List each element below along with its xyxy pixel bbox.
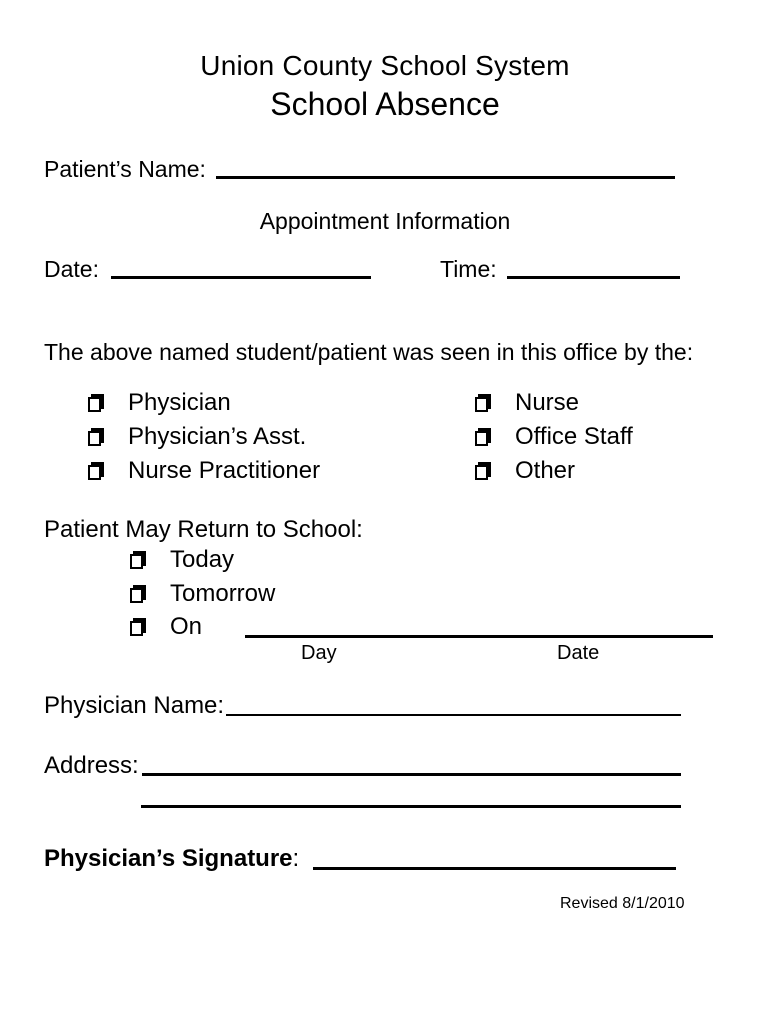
option-other — [475, 457, 575, 485]
option-label: Other — [515, 457, 576, 484]
option-label: Office Staff — [515, 423, 633, 450]
date-row — [44, 256, 371, 284]
signature-row — [44, 845, 676, 874]
revised-note: Revised 8/1/2010 — [560, 895, 685, 912]
physician-name-row — [44, 692, 681, 721]
time-label: Time: — [440, 256, 497, 282]
date-label: Date: — [44, 256, 99, 282]
checkbox-physician[interactable] — [88, 397, 101, 412]
on-day-date-line[interactable] — [245, 635, 713, 638]
return-to-school-heading: Patient May Return to School: — [44, 516, 363, 543]
patient-name-row — [44, 156, 675, 184]
option-label: Physician’s Asst. — [128, 423, 307, 450]
option-on — [130, 613, 713, 641]
signature-line[interactable] — [313, 867, 676, 870]
option-tomorrow — [130, 580, 275, 608]
date-column-caption: Date — [557, 642, 600, 664]
checkbox-on[interactable] — [130, 621, 143, 636]
patient-name-label: Patient’s Name: — [44, 156, 206, 182]
address-label: Address: — [44, 752, 139, 779]
option-physician — [88, 389, 231, 417]
signature-colon: : — [292, 845, 300, 872]
date-line[interactable] — [111, 276, 371, 279]
option-label: Physician — [128, 389, 231, 416]
option-nurse-practitioner — [88, 457, 320, 485]
checkbox-office-staff[interactable] — [475, 431, 488, 446]
checkbox-other[interactable] — [475, 465, 488, 480]
signature-label: Physician’s Signature — [44, 845, 293, 872]
seen-by-intro: The above named student/patient was seen in this office by the: — [44, 339, 694, 365]
option-label: Today — [170, 546, 235, 573]
option-nurse — [475, 389, 579, 417]
time-row — [440, 256, 680, 284]
option-label: Nurse Practitioner — [128, 457, 321, 484]
form-subtitle: School Absence — [270, 86, 500, 122]
option-physicians-asst — [88, 423, 306, 451]
checkbox-tomorrow[interactable] — [130, 588, 143, 603]
checkbox-today[interactable] — [130, 554, 143, 569]
address-line-1[interactable] — [142, 773, 681, 776]
option-office-staff — [475, 423, 633, 451]
physician-name-label: Physician Name: — [44, 692, 225, 719]
address-row — [44, 752, 681, 781]
checkbox-physicians-asst[interactable] — [88, 431, 101, 446]
option-label: Tomorrow — [170, 580, 276, 607]
option-label: On — [170, 613, 203, 640]
time-line[interactable] — [507, 276, 680, 279]
option-label: Nurse — [515, 389, 580, 416]
checkbox-nurse[interactable] — [475, 397, 488, 412]
physician-name-line[interactable] — [226, 714, 681, 716]
checkbox-nurse-practitioner[interactable] — [88, 465, 101, 480]
patient-name-line[interactable] — [216, 176, 675, 179]
option-today — [130, 546, 234, 574]
day-column-caption: Day — [301, 642, 337, 664]
address-line-2[interactable] — [141, 786, 681, 808]
form-title: Union County School System — [200, 50, 570, 81]
appointment-heading: Appointment Information — [259, 208, 511, 234]
